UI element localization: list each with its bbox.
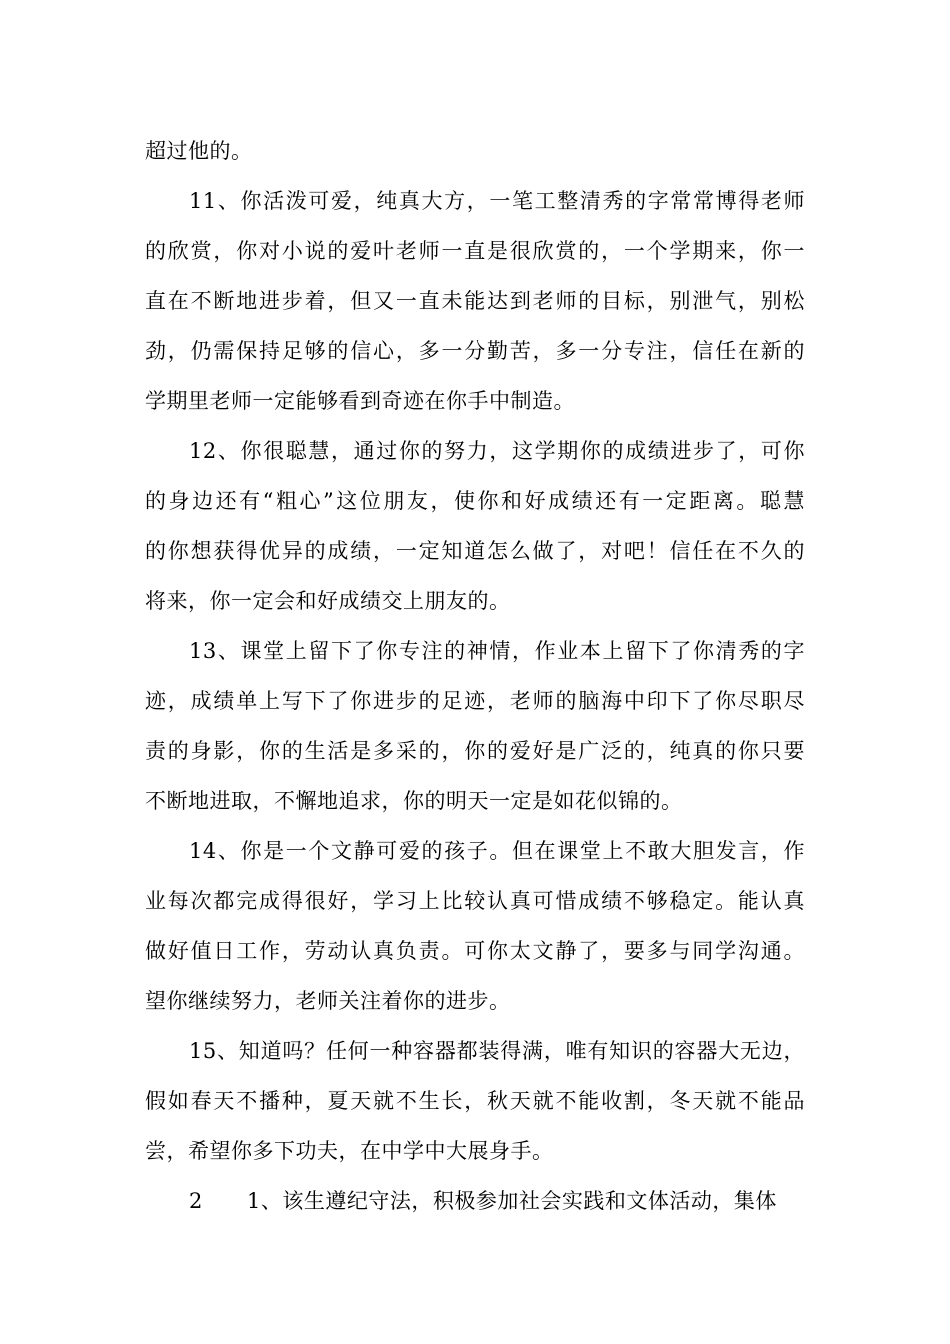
text-line: 的你想获得优异的成绩，一定知道怎么做了，对吧！信任在不久的 xyxy=(145,539,805,563)
text-line: 业每次都完成得很好，学习上比较认真可惜成绩不够稳定。能认真 xyxy=(145,889,805,913)
section-2-line-1 xyxy=(189,1186,805,1216)
paragraph-12-line-1: 12、你很聪慧，通过你的努力，这学期你的成绩进步了，可你 xyxy=(189,439,805,463)
text-line: 尝，希望你多下功夫，在中学中大展身手。 xyxy=(145,1139,554,1163)
text-line: 责的身影，你的生活是多采的，你的爱好是广泛的，纯真的你只要 xyxy=(145,739,805,763)
paragraph-11-line-1: 11、你活泼可爱，纯真大方，一笔工整清秀的字常常博得老师 xyxy=(189,189,805,213)
text-line: 学期里老师一定能够看到奇迹在你手中制造。 xyxy=(145,389,575,413)
text-line: 将来，你一定会和好成绩交上朋友的。 xyxy=(145,589,511,613)
section-text: 1、该生遵纪守法，积极参加社会实践和文体活动，集体 xyxy=(247,1189,777,1213)
paragraph-13-line-1: 13、课堂上留下了你专注的神情，作业本上留下了你清秀的字 xyxy=(189,639,805,663)
text-line: 超过他的。 xyxy=(145,139,253,163)
text-line: 迹，成绩单上写下了你进步的足迹，老师的脑海中印下了你尽职尽 xyxy=(145,689,805,713)
text-line: 望你继续努力，老师关注着你的进步。 xyxy=(145,989,511,1013)
text-line: 假如春天不播种，夏天就不生长，秋天就不能收割，冬天就不能品 xyxy=(145,1089,805,1113)
text-line: 的身边还有“粗心”这位朋友，使你和好成绩还有一定距离。聪慧 xyxy=(145,489,805,513)
text-line: 做好值日工作，劳动认真负责。可你太文静了，要多与同学沟通。 xyxy=(145,939,805,963)
paragraph-15-line-1: 15、知道吗？任何一种容器都装得满，唯有知识的容器大无边， xyxy=(189,1039,805,1063)
paragraph-14-line-1: 14、你是一个文静可爱的孩子。但在课堂上不敢大胆发言，作 xyxy=(189,839,805,863)
text-line: 劲，仍需保持足够的信心，多一分勤苦，多一分专注，信任在新的 xyxy=(145,339,805,363)
text-line: 直在不断地进步着，但又一直未能达到老师的目标，别泄气，别松 xyxy=(145,289,805,313)
text-line: 不断地进取，不懈地追求，你的明天一定是如花似锦的。 xyxy=(145,789,683,813)
section-number: 2 xyxy=(189,1189,203,1213)
text-line: 的欣赏，你对小说的爱叶老师一直是很欣赏的，一个学期来，你一 xyxy=(145,239,805,263)
